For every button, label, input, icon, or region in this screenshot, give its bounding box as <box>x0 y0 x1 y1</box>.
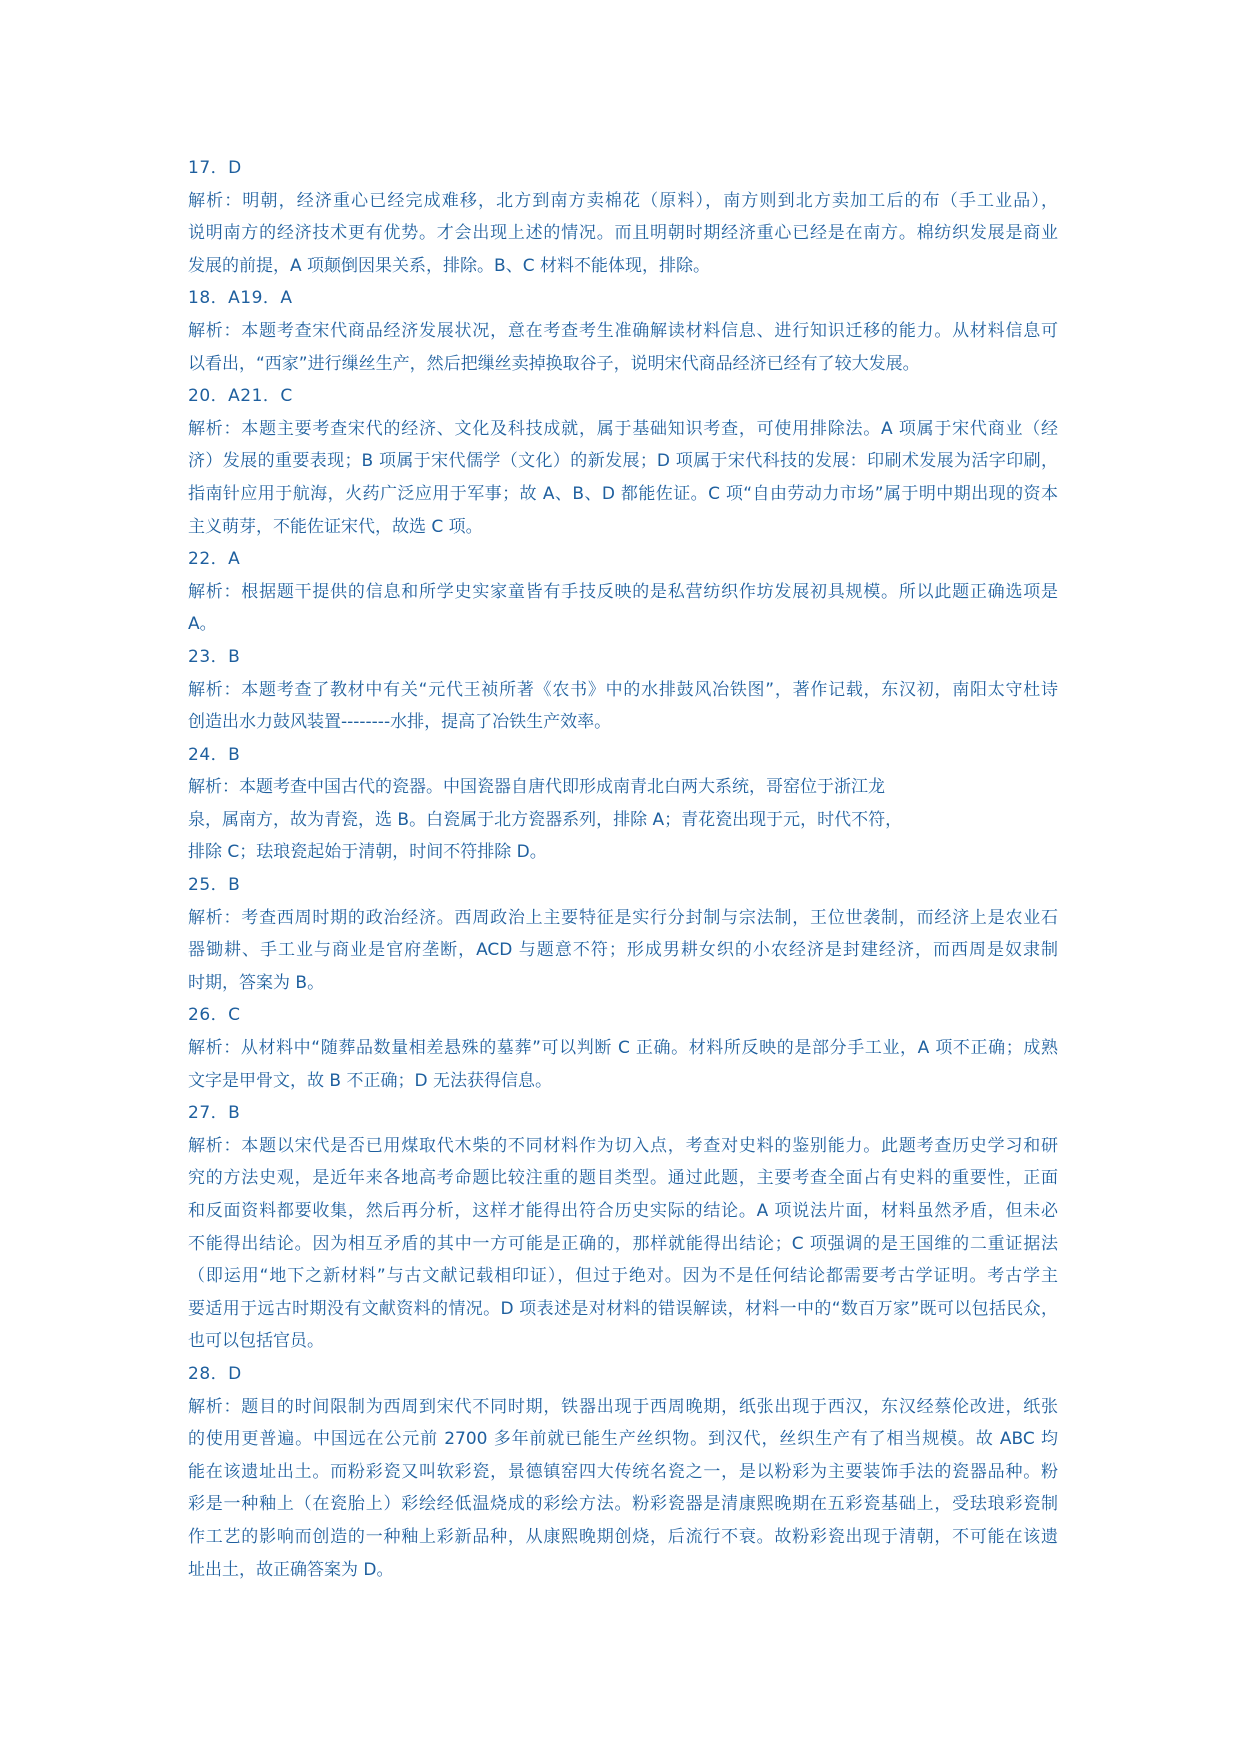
explanation-line: 器锄耕、手工业与商业是官府垄断，ACD 与题意不符；形成男耕女织的小农经济是封建经济，而西周是奴隶制 <box>188 940 1058 961</box>
explanation-line: 解析：从材料中“随葬品数量相差悬殊的墓葬”可以判断 C 正确。材料所反映的是部分手工业，A 项不正确；成熟 <box>188 1038 1058 1059</box>
question-answer-heading: 25．B <box>188 875 241 896</box>
question-answer-heading: 27．B <box>188 1103 241 1124</box>
explanation-line: A。 <box>188 614 217 635</box>
question-answer-heading: 22．A <box>188 549 241 570</box>
explanation-line: 解析：本题考查中国古代的瓷器。中国瓷器自唐代即形成南青北白两大系统，哥窑位于浙江龙 <box>188 777 885 798</box>
explanation-line: 排除 C；珐琅瓷起始于清朝，时间不符排除 D。 <box>188 842 547 863</box>
explanation-line: 济）发展的重要表现；B 项属于宋代儒学（文化）的新发展；D 项属于宋代科技的发展：印刷术发展为活字印刷， <box>188 451 1058 472</box>
question-answer-heading: 26．C <box>188 1005 241 1026</box>
explanation-line: 址出土，故正确答案为 D。 <box>188 1559 394 1580</box>
explanation-line: 创造出水力鼓风装置--------水排，提高了冶铁生产效率。 <box>188 712 612 733</box>
answer-explanation-document <box>188 152 1058 1586</box>
explanation-line: 和反面资料都要收集，然后再分析，这样才能得出符合历史实际的结论。A 项说法片面，材料虽然矛盾，但未必 <box>188 1201 1058 1221</box>
question-answer-heading: 20．A21．C <box>188 386 293 407</box>
explanation-line: 也可以包括官员。 <box>188 1331 324 1352</box>
explanation-line: 以看出，“西家”进行缫丝生产，然后把缫丝卖掉换取谷子，说明宋代商品经济已经有了较大发展。 <box>188 353 920 374</box>
explanation-line: 说明南方的经济技术更有优势。才会出现上述的情况。而且明朝时期经济重心已经是在南方。棉纺织发展是商业 <box>188 223 1058 244</box>
explanation-line: 解析：根据题干提供的信息和所学史实家童皆有手技反映的是私营纺织作坊发展初具规模。所以此题正确选项是 <box>188 581 1058 602</box>
explanation-line: 解析：题目的时间限制为西周到宋代不同时期，铁器出现于西周晚期，纸张出现于西汉，东汉经蔡伦改进，纸张 <box>188 1396 1058 1417</box>
explanation-line: 的使用更普遍。中国远在公元前 2700 多年前就已能生产丝织物。到汉代，丝织生产有了相当规模。故 ABC 均 <box>188 1429 1058 1450</box>
explanation-line: 不能得出结论。因为相互矛盾的其中一方可能是正确的，那样就能得出结论；C 项强调的是王国维的二重证据法 <box>188 1233 1058 1254</box>
explanation-line: 究的方法史观，是近年来各地高考命题比较注重的题目类型。通过此题，主要考查全面占有史料的重要性，正面 <box>188 1168 1058 1189</box>
explanation-line: 泉，属南方，故为青瓷，选 B。白瓷属于北方瓷器系列，排除 A；青花瓷出现于元，时代不符， <box>188 809 903 830</box>
explanation-line: 解析：本题主要考查宋代的经济、文化及科技成就，属于基础知识考查，可使用排除法。A 项属于宋代商业（经 <box>188 418 1058 439</box>
explanation-line: 文字是甲骨文，故 B 不正确；D 无法获得信息。 <box>188 1070 552 1091</box>
explanation-line: 发展的前提，A 项颠倒因果关系，排除。B、C 材料不能体现，排除。 <box>188 255 710 276</box>
explanation-line: 主义萌芽，不能佐证宋代，故选 C 项。 <box>188 516 483 537</box>
explanation-line: 作工艺的影响而创造的一种釉上彩新品种，从康熙晚期创烧，后流行不衰。故粉彩瓷出现于清朝，不可能在该遗 <box>188 1526 1058 1547</box>
explanation-line: 彩是一种釉上（在瓷胎上）彩绘经低温烧成的彩绘方法。粉彩瓷器是清康熙晚期在五彩瓷基础上，受珐琅彩瓷制 <box>188 1494 1058 1515</box>
explanation-line: 指南针应用于航海，火药广泛应用于军事；故 A、B、D 都能佐证。C 项“自由劳动力市场”属于明中期出现的资本 <box>188 483 1058 504</box>
question-answer-heading: 24．B <box>188 744 241 765</box>
explanation-line: 解析：明朝，经济重心已经完成难移，北方到南方卖棉花（原料），南方则到北方卖加工后的布（手工业品）， <box>188 190 1058 211</box>
question-answer-heading: 17．D <box>188 158 242 178</box>
question-answer-heading: 28．D <box>188 1363 242 1384</box>
explanation-line: 解析：本题考查了教材中有关“元代王祯所著《农书》中的水排鼓风冶铁图”，著作记载，东汉初，南阳太守杜诗 <box>188 679 1058 700</box>
question-answer-heading: 18．A19．A <box>188 288 293 309</box>
explanation-line: 时期，答案为 B。 <box>188 972 325 993</box>
explanation-line: 解析：本题以宋代是否已用煤取代木柴的不同材料作为切入点，考查对史料的鉴别能力。此题考查历史学习和研 <box>188 1135 1058 1156</box>
question-answer-heading: 23．B <box>188 646 241 667</box>
explanation-line: 能在该遗址出土。而粉彩瓷又叫软彩瓷，景德镇窑四大传统名瓷之一，是以粉彩为主要装饰手法的瓷器品种。粉 <box>188 1461 1058 1482</box>
explanation-line: 解析：考查西周时期的政治经济。西周政治上主要特征是实行分封制与宗法制，王位世袭制，而经济上是农业石 <box>188 907 1058 928</box>
explanation-line: （即运用“地下之新材料”与古文献记载相印证），但过于绝对。因为不是任何结论都需要考古学证明。考古学主 <box>188 1266 1058 1287</box>
explanation-line: 要适用于远古时期没有文献资料的情况。D 项表述是对材料的错误解读，材料一中的“数百万家”既可以包括民众， <box>188 1298 1058 1319</box>
explanation-line: 解析：本题考查宋代商品经济发展状况，意在考查考生准确解读材料信息、进行知识迁移的能力。从材料信息可 <box>188 320 1058 341</box>
